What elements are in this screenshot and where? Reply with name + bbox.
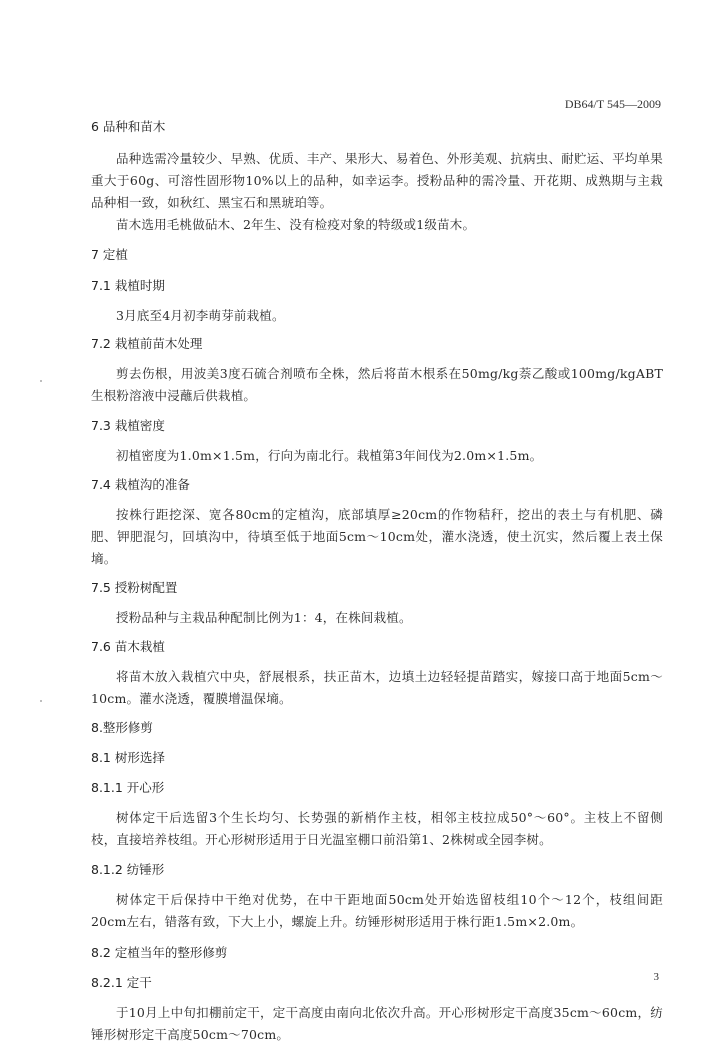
document-body — [91, 118, 663, 1046]
paragraph-8-1-2: 树体定干后保持中干绝对优势，在中干距地面50cm处开始选留枝组10个～12个，枝组间距20cm左右，错落有致，下大上小，螺旋上升。纺锤形树形适用于株行距1.5m×2.0m。 — [91, 892, 663, 929]
document-code: DB64/T 545—2009 — [564, 97, 661, 111]
paragraph-7-5: 授粉品种与主栽品种配制比例为1：4，在株间栽植。 — [116, 610, 412, 625]
scan-speck — [40, 380, 42, 382]
section-heading-8-2-1: 8.2.1 定干 — [91, 975, 152, 990]
paragraph-6-seedlings: 苗木选用毛桃做砧木、2年生、没有检疫对象的特级或1级苗木。 — [116, 217, 476, 232]
section-heading-7-5: 7.5 授粉树配置 — [91, 580, 178, 595]
paragraph-7-2: 剪去伤根，用波美3度石硫合剂喷布全株，然后将苗木根系在50mg/kg萘乙酸或100mg/kgABT生根粉溶液中浸蘸后供栽植。 — [91, 366, 663, 403]
page-number: 3 — [653, 971, 659, 983]
paragraph-7-3: 初植密度为1.0m×1.5m，行向为南北行。栽植第3年间伐为2.0m×1.5m。 — [116, 448, 543, 463]
section-heading-8: 8.整形修剪 — [91, 720, 153, 735]
section-heading-7-4: 7.4 栽植沟的准备 — [91, 477, 190, 492]
section-heading-8-1-1: 8.1.1 开心形 — [91, 780, 165, 795]
paragraph-7-1: 3月底至4月初李萌芽前栽植。 — [116, 308, 285, 323]
paragraph-6-varieties: 品种选需冷量较少、早熟、优质、丰产、果形大、易着色、外形美观、抗病虫、耐贮运、平均单果重大于60g、可溶性固形物10%以上的品种，如幸运李。授粉品种的需冷量、开花期、成熟期与主栽品种相一致，如秋红、黑宝石和黑琥珀等。 — [91, 151, 663, 210]
section-heading-7-3: 7.3 栽植密度 — [91, 418, 165, 433]
paragraph-7-4: 按株行距挖深、宽各80cm的定植沟，底部填厚≥20cm的作物秸秆，挖出的表土与有机肥、磷肥、钾肥混匀，回填沟中，待填至低于地面5cm～10cm处，灌水浇透，使土沉实，然后覆上表土保墒。 — [91, 507, 663, 566]
section-heading-8-2: 8.2 定植当年的整形修剪 — [91, 945, 228, 960]
scan-speck — [40, 700, 42, 702]
section-heading-7: 7 定植 — [91, 247, 128, 262]
section-heading-8-1-2: 8.1.2 纺锤形 — [91, 862, 165, 877]
section-heading-7-2: 7.2 栽植前苗木处理 — [91, 336, 203, 351]
section-heading-7-6: 7.6 苗木栽植 — [91, 639, 165, 654]
section-heading-8-1: 8.1 树形选择 — [91, 750, 165, 765]
section-heading-7-1: 7.1 栽植时期 — [91, 278, 165, 293]
paragraph-7-6: 将苗木放入栽植穴中央，舒展根系，扶正苗木，边填土边轻轻提苗踏实，嫁接口高于地面5cm～10cm。灌水浇透，覆膜增温保墒。 — [91, 669, 663, 706]
section-heading-6: 6 品种和苗木 — [91, 119, 166, 134]
paragraph-8-2-1: 于10月上中旬扣棚前定干，定干高度由南向北依次升高。开心形树形定干高度35cm～60cm，纺锤形树形定干高度50cm～70cm。 — [91, 1005, 663, 1042]
paragraph-8-1-1: 树体定干后选留3个生长均匀、长势强的新梢作主枝，相邻主枝拉成50°～60°。主枝上不留侧枝，直接培养枝组。开心形树形适用于日光温室棚口前沿第1、2株树或全园李树。 — [91, 810, 663, 847]
